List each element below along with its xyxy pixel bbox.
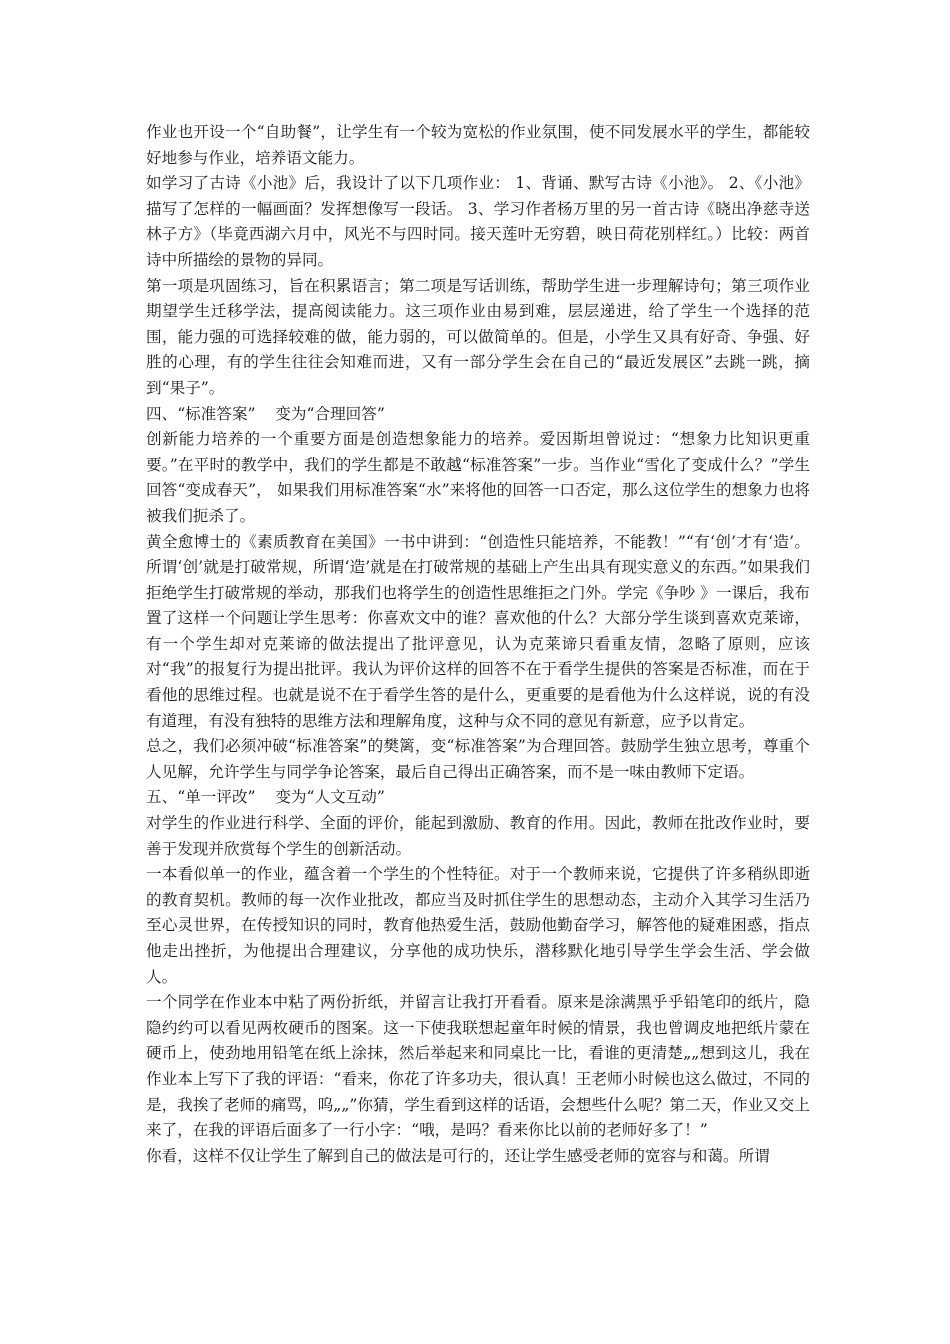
paragraph-homework-analysis: 第一项是巩固练习，旨在积累语言；第二项是写话训练，帮助学生进一步理解诗句；第三项作业期望学生迁移学法，提高阅读能力。这三项作业由易到难，层层递进，给了学生一个选择的范围，能力强的可选择较难的做，能力弱的，可以做简单的。但是，小学生又具有好奇、争强、好胜的心理，有的学生往往会知难而进，又有一部分学生会在自己的“最近发展区”去跳一跳，摘到“果子”。 bbox=[146, 276, 810, 397]
paragraph-creativity: 创新能力培养的一个重要方面是创造想象能力的培养。爱因斯坦曾说过：“想象力比知识更重要。”在平时的教学中，我们的学生都是不敢越“标准答案”一步。当作业“雪化了变成什么？”学生回答“变成春天”， 如果我们用标准答案“水”来将他的回答一口否定，那么这位学生的想象力也将被我们扼杀了。 bbox=[146, 430, 810, 525]
document-body bbox=[146, 120, 810, 1169]
paragraph-conclusion: 你看，这样不仅让学生了解到自己的做法是可行的，还让学生感受老师的宽容与和蔼。所谓 bbox=[146, 1146, 770, 1165]
paragraph-evaluation: 对学生的作业进行科学、全面的评价，能起到激励、教育的作用。因此，教师在批改作业时，要善于发现并欣赏每个学生的创新活动。 bbox=[146, 814, 810, 858]
paragraph-quote-and-example: 黄全愈博士的《素质教育在美国》一书中讲到：“创造性只能培养，不能教！”“有‘创’才有‘造’。所谓‘创’就是打破常规，所谓‘造’就是在打破常规的基础上产生出具有现实意义的东西。”如果我们拒绝学生打破常规的举动，那我们也将学生的创造性思维拒之门外。学完《争吵 》一课后，我布置了这样一个问题让学生思考：你喜欢文中的谁？喜欢他的什么？大部分学生谈到喜欢克莱谛，有一个学生却对克莱谛的做法提出了批评意见，认为克莱谛只看重友情，忽略了原则，应该对“我”的报复行为提出批评。我认为评价这样的回答不在于看学生提供的答案是否标准，而在于看他的思维过程。也就是说不在于看学生答的是什么，更重要的是看他为什么这样说，说的有没有道理，有没有独特的思维方法和理解角度，这种与众不同的意见有新意，应予以肯定。 bbox=[146, 532, 810, 730]
paragraph-summary: 总之，我们必须冲破“标准答案”的樊篱，变“标准答案”为合理回答。鼓励学生独立思考，尊重个人见解，允许学生与同学争论答案，最后自己得出正确答案，而不是一味由教师下定语。 bbox=[146, 737, 810, 781]
paragraph-individuality: 一本看似单一的作业，蕴含着一个学生的个性特征。对于一个教师来说，它提供了许多稍纵即逝的教育契机。教师的每一次作业批改，都应当及时抓住学生的思想动态，主动介入其学习生活乃至心灵世界，在传授知识的同时，教育他热爱生活，鼓励他勤奋学习，解答他的疑难困惑，指点他走出挫折，为他提出合理建议，分享他的成功快乐，潜移默化地引导学生学会生活、学会做人。 bbox=[146, 865, 810, 986]
section-heading-4: 四、“标准答案” 变为“合理回答” bbox=[146, 404, 385, 423]
paragraph-anecdote: 一个同学在作业本中粘了两份折纸，并留言让我打开看看。原来是涂满黑乎乎铅笔印的纸片，隐隐约约可以看见两枚硬币的图案。这一下使我联想起童年时候的情景，我也曾调皮地把纸片蒙在硬币上，使劲地用铅笔在纸上涂抹，然后举起来和同桌比一比，看谁的更清楚„„想到这儿，我在作业本上写下了我的评语：“看来，你花了许多功夫，很认真！王老师小时候也这么做过，不同的是，我挨了老师的痛骂，呜„„”你猜，学生看到这样的话语，会想些什么呢？第二天，作业又交上来了，在我的评语后面多了一行小字：“哦，是吗？看来你比以前的老师好多了！” bbox=[146, 993, 810, 1140]
paragraph-intro: 作业也开设一个“自助餐”，让学生有一个较为宽松的作业氛围，使不同发展水平的学生，都能较好地参与作业，培养语文能力。 bbox=[146, 123, 810, 167]
section-heading-5: 五、“单一评改” 变为“人文互动” bbox=[146, 788, 385, 807]
paragraph-example-homework: 如学习了古诗《小池》后，我设计了以下几项作业： 1、背诵、默写古诗《小池》。 2、《小池》描写了怎样的一幅画面？发挥想像写一段话。 3、学习作者杨万里的另一首古诗《晓出净慈寺送林子方》（毕竟西湖六月中，风光不与四时同。接天莲叶无穷碧，映日荷花别样红。）比较：两首诗中所描绘的景物的异同。 bbox=[146, 174, 810, 269]
